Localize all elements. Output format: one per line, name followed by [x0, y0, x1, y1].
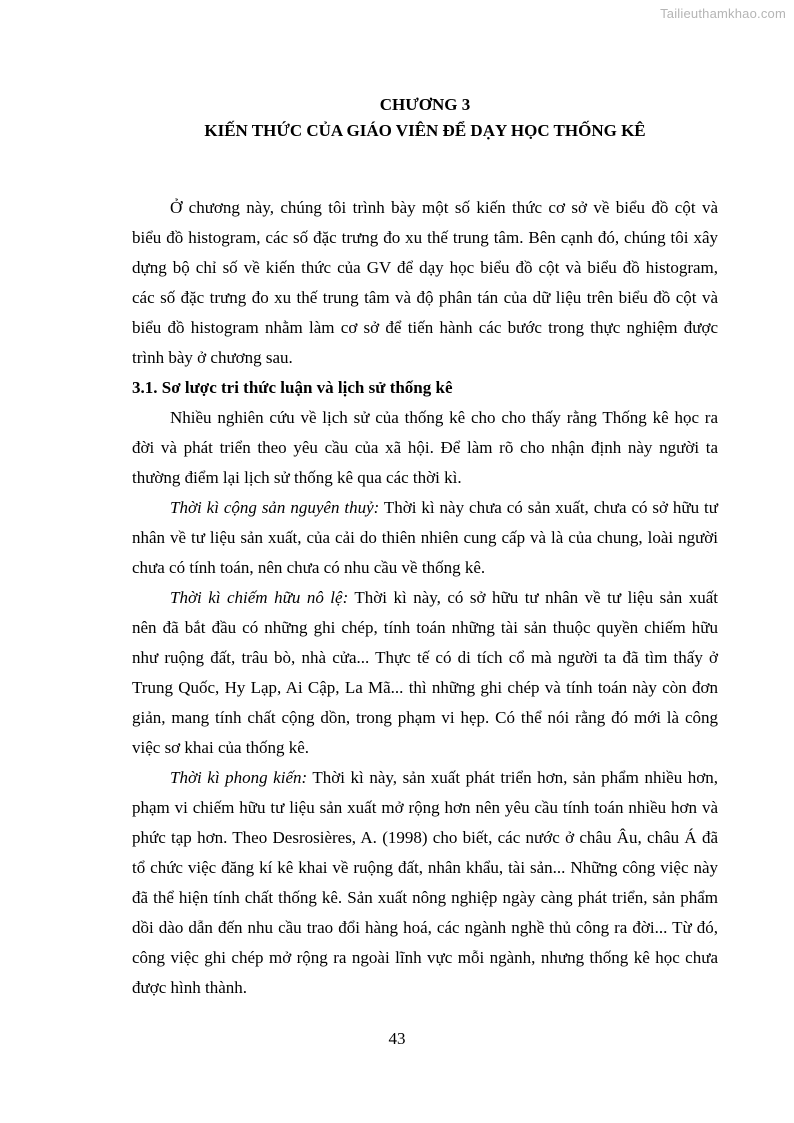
era-lead-rest: Thời kì này chưa có sản xuất, chưa có sở hữu tư [379, 498, 718, 517]
paragraph-line: phức tạp hơn. Theo Desrosières, A. (1998) cho biết, các nước ở châu Âu, châu Á đã [132, 828, 718, 847]
era-lead-rest: Thời kì này, có sở hữu tư nhân về tư liệu sản xuất [348, 588, 718, 607]
paragraph-line: tổ chức việc đăng kí kê khai về ruộng đất, nhân khẩu, tài sản... Những công việc này [132, 858, 718, 877]
paragraph-line [132, 583, 718, 613]
page-number: 43 [388, 1029, 406, 1048]
paragraph-line: được hình thành. [132, 978, 247, 997]
paragraph-line: dựng bộ chỉ số về kiến thức của GV để dạy học biểu đồ cột và biểu đồ histogram, [132, 258, 718, 277]
era-lead: Thời kì phong kiến: [170, 768, 308, 787]
paragraph-line: đời và phát triển theo yêu cầu của xã hội. Để làm rõ cho nhận định này người ta [132, 438, 718, 457]
paragraph-line: công việc ghi chép mở rộng ra ngoài lĩnh vực mỗi ngành, nhưng thống kê học chưa [132, 948, 718, 967]
paragraph-line: dồi dào dẫn đến nhu cầu trao đổi hàng hoá, các ngành nghề thủ công ra đời... Từ đó, [132, 918, 718, 937]
paragraph-line: biểu đồ histogram nhằm làm cơ sở để tiến hành các bước trong thực nghiệm được [132, 318, 718, 337]
paragraph-line: Trung Quốc, Hy Lạp, Ai Cập, La Mã... thì những ghi chép và tính toán này còn đơn [132, 678, 718, 697]
paragraph-line: việc sơ khai của thống kê. [132, 738, 310, 757]
slavery-era-paragraph [132, 583, 718, 763]
document-page [132, 92, 718, 1003]
paragraph-line: chưa có tính toán, nên chưa có nhu cầu về thống kê. [132, 558, 486, 577]
paragraph-line: phạm vi chiếm hữu tư liệu sản xuất mở rộng hơn nên yêu cầu tính toán nhiều hơn và [132, 798, 718, 817]
section-heading: 3.1. Sơ lược tri thức luận và lịch sử thống kê [132, 378, 453, 397]
paragraph-line: đã thể hiện tính chất thống kê. Sản xuất nông nghiệp ngày càng phát triển, sản phẩm [132, 888, 718, 907]
paragraph-line: nhân về tư liệu sản xuất, của cải do thiên nhiên cung cấp và là của chung, loài người [132, 528, 718, 547]
watermark: Tailieuthamkhao.com [660, 6, 786, 21]
paragraph-line [132, 763, 718, 793]
paragraph-line: Nhiều nghiên cứu về lịch sử của thống kê cho cho thấy rằng Thống kê học ra [170, 408, 718, 427]
feudal-era-paragraph [132, 763, 718, 1003]
primitive-era-paragraph [132, 493, 718, 583]
paragraph-line: giản, mang tính chất cộng dồn, trong phạm vi hẹp. Có thể nói rằng đó mới là công [132, 708, 718, 727]
paragraph-line: trình bày ở chương sau. [132, 348, 293, 367]
paragraph-line: biểu đồ histogram, các số đặc trưng đo xu thế trung tâm. Bên cạnh đó, chúng tôi xây [132, 228, 718, 247]
chapter-number: CHƯƠNG 3 [379, 95, 471, 114]
paragraph-line [132, 493, 718, 523]
history-paragraph [132, 403, 718, 493]
chapter-title: KIẾN THỨC CỦA GIÁO VIÊN ĐỂ DẠY HỌC THỐNG KÊ [204, 121, 646, 140]
era-lead: Thời kì chiếm hữu nô lệ: [170, 588, 349, 607]
paragraph-line: nên đã bắt đầu có những ghi chép, tính toán những tài sản thuộc quyền chiếm hữu [132, 618, 718, 637]
era-lead-rest: Thời kì này, sản xuất phát triển hơn, sản phẩm nhiều hơn, [307, 768, 719, 787]
era-lead: Thời kì cộng sản nguyên thuỷ: [170, 498, 380, 517]
intro-paragraph [132, 193, 718, 373]
paragraph-line: Ở chương này, chúng tôi trình bày một số kiến thức cơ sở về biểu đồ cột và [170, 198, 718, 217]
paragraph-line: như ruộng đất, trâu bò, nhà cửa... Thực tế có di tích cổ mà người ta đã tìm thấy ở [132, 648, 718, 667]
paragraph-line: các số đặc trưng đo xu thế trung tâm và độ phân tán của dữ liệu trên biểu đồ cột và [132, 288, 718, 307]
paragraph-line: thường điểm lại lịch sử thống kê qua các thời kì. [132, 468, 462, 487]
